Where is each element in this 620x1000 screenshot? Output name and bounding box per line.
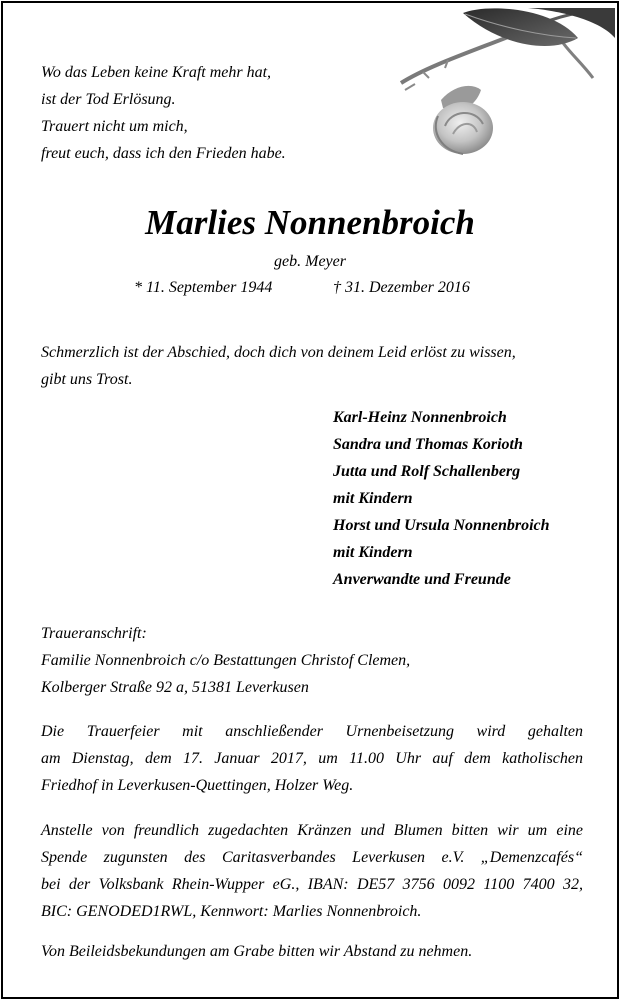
poem-line: ist der Tod Erlösung.	[41, 91, 176, 108]
poem-line: Wo das Leben keine Kraft mehr hat,	[41, 64, 272, 81]
poem	[41, 59, 286, 167]
ceremony-line: Die Trauerfeier mit anschließender Urnenbeisetzung wird gehalten	[41, 723, 583, 740]
closing-line: Von Beileidsbekundungen am Grabe bitten wir Abstand zu nehmen.	[41, 943, 473, 960]
donation-line: Anstelle von freundlich zugedachten Kränzen und Blumen bitten wir um eine	[41, 822, 583, 839]
address-line: Familie Nonnenbroich c/o Bestattungen Christof Clemen,	[41, 652, 411, 669]
farewell-line: Schmerzlich ist der Abschied, doch dich von deinem Leid erlöst zu wissen,	[41, 344, 516, 361]
maiden-name: geb. Meyer	[274, 253, 346, 270]
mourner-entry: Anverwandte und Freunde	[333, 571, 511, 588]
mourner-entry: Karl-Heinz Nonnenbroich	[333, 409, 507, 426]
ceremony-line: Friedhof in Leverkusen-Quettingen, Holzer Weg.	[41, 777, 354, 794]
mourner-entry: mit Kindern	[333, 544, 413, 561]
mourner-entry: mit Kindern	[333, 490, 413, 507]
mourner-entry: Jutta und Rolf Schallenberg	[333, 463, 521, 480]
poem-line: Trauert nicht um mich,	[41, 118, 188, 135]
ceremony-line: am Dienstag, dem 17. Januar 2017, um 11.00 Uhr auf dem katholischen	[41, 750, 583, 767]
rose-icon	[393, 8, 615, 168]
mourner-entry: Sandra und Thomas Korioth	[333, 436, 523, 453]
mourners-list	[333, 404, 550, 593]
donation-line: bei der Volksbank Rhein-Wupper eG., IBAN: DE57 3756 0092 1100 7400 32,	[41, 876, 583, 893]
obituary-notice	[1, 1, 619, 999]
donation-line: Spende zugunsten des Caritasverbandes Leverkusen e.V. „Demenzcafés“	[41, 849, 583, 866]
donation-line: BIC: GENODED1RWL, Kennwort: Marlies Nonnenbroich.	[41, 903, 422, 920]
poem-line: freut euch, dass ich den Frieden habe.	[41, 145, 286, 162]
address-line: Kolberger Straße 92 a, 51381 Leverkusen	[41, 679, 309, 696]
closing-note	[41, 938, 583, 965]
deceased-name: Marlies Nonnenbroich	[145, 203, 475, 242]
mourning-address	[41, 620, 583, 701]
ceremony-text	[41, 718, 583, 799]
birth-date: * 11. September 1944	[134, 279, 273, 296]
donation-text	[41, 817, 583, 925]
address-line: Traueranschrift:	[41, 625, 147, 642]
mourner-entry: Horst und Ursula Nonnenbroich	[333, 517, 550, 534]
farewell-text	[41, 339, 583, 393]
death-date: † 31. Dezember 2016	[333, 279, 470, 296]
farewell-line: gibt uns Trost.	[41, 371, 133, 388]
